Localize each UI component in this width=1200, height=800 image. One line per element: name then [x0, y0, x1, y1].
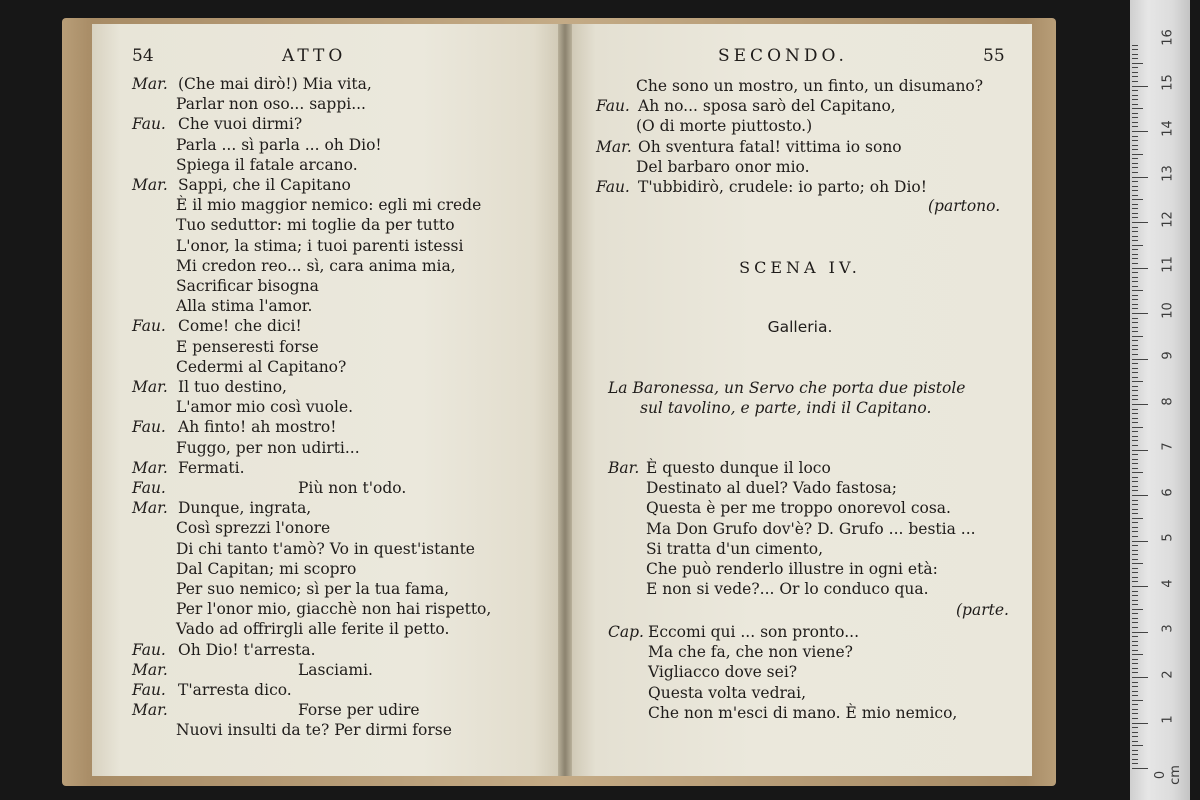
- ruler-tick: [1132, 495, 1148, 496]
- left-page-number: 54: [132, 46, 154, 66]
- speaker-label: Mar.: [132, 378, 168, 396]
- ruler-tick: [1132, 263, 1138, 264]
- ruler-tick: [1132, 204, 1138, 205]
- ruler-tick: [1132, 586, 1148, 587]
- verse-line: Forse per udire: [298, 701, 420, 720]
- ruler-tick: [1132, 727, 1138, 728]
- verse-line: (Che mai dirò!) Mia vita,: [178, 75, 372, 93]
- speaker-label: Fau.: [132, 418, 166, 437]
- speaker-label: Bar.: [608, 459, 640, 477]
- ruler-number: 4: [1160, 578, 1176, 588]
- ruler-tick: [1132, 217, 1138, 218]
- verse-line: Sacrificar bisogna: [176, 277, 319, 295]
- ruler-tick: [1132, 136, 1138, 137]
- speaker-label: Fau.: [132, 640, 166, 659]
- verse-line: Più non t'odo.: [298, 479, 407, 497]
- ruler-tick: [1132, 154, 1143, 155]
- verse-line: Questa è per me troppo onorevol cosa.: [646, 499, 951, 518]
- ruler-tick: [1132, 149, 1138, 150]
- ruler-tick: [1132, 99, 1138, 100]
- ruler-tick: [1132, 163, 1138, 164]
- verse-line: Che può renderlo illustre in ogni età:: [646, 560, 938, 578]
- verse-line: Lasciami.: [298, 660, 373, 679]
- ruler-tick: [1132, 645, 1138, 646]
- ruler-tick: [1132, 627, 1138, 628]
- ruler-tick: [1132, 600, 1138, 601]
- verse-line: Che sono un mostro, un finto, un disumano?: [636, 77, 984, 95]
- verse-line: Oh sventura fatal! vittima io sono: [638, 137, 902, 156]
- ruler-tick: [1132, 117, 1138, 118]
- ruler-tick: [1132, 754, 1138, 755]
- ruler-tick: [1132, 427, 1143, 428]
- verse-line: Parla ... sì parla ... oh Dio!: [176, 135, 382, 154]
- verse-line: Ah finto! ah mostro!: [178, 418, 337, 437]
- ruler-tick: [1132, 277, 1138, 278]
- ruler-tick: [1132, 459, 1138, 460]
- ruler-tick: [1132, 63, 1143, 64]
- ruler-tick: [1132, 581, 1138, 582]
- ruler-tick: [1132, 345, 1138, 346]
- ruler-tick: [1132, 704, 1138, 705]
- ruler-tick: [1132, 490, 1138, 491]
- scene-location: Galleria.: [767, 318, 833, 336]
- verse-line: Cedermi al Capitano?: [176, 357, 347, 376]
- ruler-tick: [1132, 377, 1138, 378]
- verse-line: Fermati.: [178, 458, 245, 477]
- verse-line: Del barbaro onor mio.: [636, 157, 810, 176]
- ruler-tick: [1132, 395, 1138, 396]
- right-page-number: 55: [983, 46, 1005, 66]
- speaker-label: Fau.: [132, 479, 166, 497]
- speaker-label: Fau.: [596, 178, 630, 196]
- ruler-tick: [1132, 113, 1138, 114]
- ruler-tick: [1132, 613, 1138, 614]
- stage-direction-line-2: sul tavolino, e parte, indi il Capitano.: [640, 399, 932, 417]
- ruler-tick: [1132, 67, 1138, 68]
- ruler-tick: [1132, 86, 1148, 87]
- ruler-tick: [1132, 308, 1138, 309]
- speaker-label: Mar.: [132, 701, 168, 720]
- ruler-tick: [1132, 450, 1148, 451]
- ruler-tick: [1132, 745, 1143, 746]
- ruler-tick: [1132, 90, 1138, 91]
- ruler-tick: [1132, 381, 1143, 382]
- ruler-tick: [1132, 290, 1143, 291]
- ruler-tick: [1132, 481, 1138, 482]
- verse-line: È questo dunque il loco: [646, 459, 831, 477]
- ruler-tick: [1132, 190, 1138, 191]
- ruler-tick: [1132, 409, 1138, 410]
- ruler-tick: [1132, 299, 1138, 300]
- left-running-head: ATTO: [282, 46, 347, 66]
- ruler-tick: [1132, 559, 1138, 560]
- ruler-tick: [1132, 445, 1138, 446]
- ruler-tick: [1132, 81, 1138, 82]
- ruler-tick: [1132, 281, 1138, 282]
- verse-line: Questa volta vedrai,: [648, 683, 807, 702]
- ruler-tick: [1132, 677, 1148, 678]
- verse-line: E non si vede?... Or lo conduco qua.: [646, 580, 929, 599]
- verse-line: Fuggo, per non udirti...: [176, 438, 360, 457]
- verse-line: È il mio maggior nemico: egli mi crede: [176, 196, 482, 215]
- verse-line: Per l'onor mio, giacchè non hai rispetto,: [176, 600, 492, 619]
- ruler-tick: [1132, 304, 1138, 305]
- ruler-tick: [1132, 49, 1138, 50]
- ruler-tick: [1132, 672, 1138, 673]
- ruler-tick: [1132, 331, 1138, 332]
- ruler-tick: [1132, 327, 1138, 328]
- ruler-tick: [1132, 140, 1138, 141]
- ruler-tick: [1132, 750, 1138, 751]
- ruler-tick: [1132, 622, 1138, 623]
- verse-line: Vigliacco dove sei?: [648, 663, 798, 682]
- verse-line: T'arresta dico.: [178, 681, 292, 699]
- speaker-label: Fau.: [132, 115, 166, 134]
- ruler-tick: [1132, 550, 1138, 551]
- ruler-tick: [1132, 368, 1138, 369]
- ruler-tick: [1132, 741, 1138, 742]
- ruler-tick: [1132, 436, 1138, 437]
- ruler-tick: [1132, 695, 1138, 696]
- ruler-number: 7: [1160, 442, 1176, 451]
- ruler-tick: [1132, 76, 1138, 77]
- ruler-tick: [1132, 231, 1138, 232]
- verse-line: Come! che dici!: [178, 317, 302, 336]
- verse-line: Sappi, che il Capitano: [178, 176, 351, 194]
- ruler-tick: [1132, 732, 1138, 733]
- ruler-tick: [1132, 568, 1138, 569]
- ruler-tick: [1132, 668, 1138, 669]
- ruler-tick: [1132, 572, 1138, 573]
- ruler-tick: [1132, 591, 1138, 592]
- ruler-tick: [1132, 72, 1138, 73]
- ruler-number: 15: [1160, 74, 1176, 91]
- ruler-tick: [1132, 258, 1138, 259]
- ruler-tick: [1132, 372, 1138, 373]
- ruler-tick: [1132, 108, 1143, 109]
- ruler-tick: [1132, 691, 1138, 692]
- ruler-tick: [1132, 650, 1138, 651]
- verse-line: Vado ad offrirgli alle ferite il petto.: [176, 620, 450, 639]
- ruler-tick: [1132, 736, 1138, 737]
- verse-line: Dal Capitan; mi scopro: [176, 559, 357, 578]
- ruler-tick: [1132, 545, 1138, 546]
- verse-line: Per suo nemico; sì per la tua fama,: [176, 580, 450, 598]
- ruler-tick: [1132, 718, 1138, 719]
- ruler-tick: [1132, 477, 1138, 478]
- ruler-tick: [1132, 286, 1138, 287]
- left-page: [92, 24, 562, 776]
- ruler-number: 6: [1160, 487, 1176, 497]
- ruler-tick: [1132, 208, 1138, 209]
- ruler-tick: [1132, 359, 1148, 360]
- ruler-tick: [1132, 504, 1138, 505]
- verse-line: Eccomi qui ... son pronto...: [648, 623, 859, 641]
- ruler-tick: [1132, 254, 1138, 255]
- ruler-tick: [1132, 322, 1138, 323]
- verse-line: Oh Dio! t'arresta.: [178, 640, 316, 659]
- ruler-tick: [1132, 604, 1138, 605]
- ruler-tick: [1132, 422, 1138, 423]
- ruler-tick: [1132, 236, 1138, 237]
- verse-line: Di chi tanto t'amò? Vo in quest'istante: [176, 539, 475, 558]
- verse-line: L'amor mio così vuole.: [176, 398, 354, 417]
- ruler-tick: [1132, 386, 1138, 387]
- ruler-tick: [1132, 418, 1138, 419]
- ruler-tick: [1132, 636, 1138, 637]
- ruler-tick: [1132, 336, 1143, 337]
- ruler-tick: [1132, 577, 1138, 578]
- ruler-tick: [1132, 58, 1138, 59]
- speaker-label: Fau.: [132, 317, 166, 336]
- ruler-tick: [1132, 240, 1138, 241]
- ruler-tick: [1132, 399, 1138, 400]
- verse-line: T'ubbidirò, crudele: io parto; oh Dio!: [638, 178, 927, 196]
- ruler-tick: [1132, 340, 1138, 341]
- exit-direction-2: (parte.: [956, 601, 1009, 619]
- verse-line: Ma Don Grufo dov'è? D. Grufo ... bestia ...: [646, 519, 976, 538]
- ruler-tick: [1132, 527, 1138, 528]
- ruler-tick: [1132, 318, 1138, 319]
- ruler-tick: [1132, 227, 1138, 228]
- verse-line: Ah no... sposa sarò del Capitano,: [638, 97, 896, 116]
- speaker-label: Cap.: [608, 623, 644, 641]
- verse-line: Così sprezzi l'onore: [176, 519, 331, 538]
- ruler-tick: [1132, 126, 1138, 127]
- ruler-tick: [1132, 463, 1138, 464]
- book-gutter: [558, 24, 572, 776]
- speaker-label: Mar.: [132, 176, 168, 194]
- ruler-tick: [1132, 522, 1138, 523]
- right-running-head: SECONDO.: [718, 46, 848, 66]
- ruler-tick: [1132, 245, 1143, 246]
- verse-line: (O di morte piuttosto.): [636, 117, 813, 136]
- scene-title: SCENA IV.: [739, 258, 861, 277]
- ruler-tick: [1132, 431, 1138, 432]
- ruler-tick: [1132, 177, 1148, 178]
- verse-line: Mi credon reo... sì, cara anima mia,: [176, 256, 456, 275]
- verse-line: Dunque, ingrata,: [178, 499, 312, 518]
- ruler-tick: [1132, 354, 1138, 355]
- ruler-tick: [1132, 95, 1138, 96]
- ruler-tick: [1132, 249, 1138, 250]
- ruler-tick: [1132, 104, 1138, 105]
- ruler-tick: [1132, 472, 1143, 473]
- ruler-tick: [1132, 609, 1143, 610]
- ruler-number: 13: [1160, 165, 1176, 182]
- verse-line: Destinato al duel? Vado fastosa;: [646, 479, 897, 498]
- verse-line: Che vuoi dirmi?: [178, 115, 303, 134]
- ruler-tick: [1132, 131, 1148, 132]
- ruler-tick: [1132, 768, 1148, 769]
- ruler-tick: [1132, 268, 1148, 269]
- ruler-tick: [1132, 122, 1138, 123]
- ruler-tick: [1132, 440, 1138, 441]
- ruler-tick: [1132, 349, 1138, 350]
- ruler-tick: [1132, 45, 1138, 46]
- ruler-tick: [1132, 404, 1148, 405]
- speaker-label: Mar.: [132, 499, 168, 518]
- ruler-number: 5: [1160, 533, 1176, 542]
- ruler-tick: [1132, 563, 1143, 564]
- ruler-tick: [1132, 390, 1138, 391]
- ruler-tick: [1132, 595, 1138, 596]
- ruler-tick: [1132, 632, 1148, 633]
- ruler-tick: [1132, 763, 1138, 764]
- ruler-tick: [1132, 486, 1138, 487]
- verse-line: Tuo seduttor: mi toglie da per tutto: [176, 216, 455, 235]
- ruler-tick: [1132, 518, 1143, 519]
- verse-line: E penseresti forse: [176, 337, 319, 356]
- ruler-tick: [1132, 713, 1138, 714]
- ruler-tick: [1132, 709, 1138, 710]
- ruler-tick: [1132, 195, 1138, 196]
- verse-line: Spiega il fatale arcano.: [176, 155, 358, 174]
- ruler-tick: [1132, 158, 1138, 159]
- speaker-label: Fau.: [132, 681, 166, 699]
- ruler-tick: [1132, 541, 1148, 542]
- verse-line: Che non m'esci di mano. È mio nemico,: [648, 703, 958, 722]
- speaker-label: Mar.: [132, 75, 168, 93]
- ruler-tick: [1132, 313, 1148, 314]
- ruler-tick: [1132, 554, 1138, 555]
- ruler-number: 9: [1160, 351, 1176, 360]
- speaker-label: Mar.: [132, 660, 168, 679]
- ruler-tick: [1132, 213, 1138, 214]
- ruler-tick: [1132, 145, 1138, 146]
- ruler-tick: [1132, 536, 1138, 537]
- ruler-tick: [1132, 186, 1138, 187]
- ruler-tick: [1132, 531, 1138, 532]
- verse-line: Parlar non oso... sappi...: [176, 95, 366, 114]
- ruler-tick: [1132, 167, 1138, 168]
- verse-line: Il tuo destino,: [178, 378, 287, 396]
- ruler-tick: [1132, 700, 1143, 701]
- ruler-tick: [1132, 686, 1138, 687]
- ruler-tick: [1132, 659, 1138, 660]
- ruler-number: 1: [1160, 715, 1176, 724]
- verse-line: Ma che fa, che non viene?: [648, 643, 853, 662]
- speaker-label: Fau.: [596, 97, 630, 116]
- ruler-tick: [1132, 500, 1138, 501]
- ruler-tick: [1132, 181, 1138, 182]
- ruler-tick: [1132, 723, 1148, 724]
- exit-direction-1: (partono.: [928, 197, 1001, 215]
- ruler-number: 11: [1160, 256, 1176, 273]
- verse-line: Nuovi insulti da te? Per dirmi forse: [176, 721, 452, 740]
- ruler-number: 14: [1160, 119, 1176, 137]
- ruler-tick: [1132, 654, 1143, 655]
- right-page: [568, 24, 1032, 776]
- ruler-tick: [1132, 682, 1138, 683]
- ruler-unit-label: 0 cm: [1153, 765, 1183, 785]
- ruler-tick: [1132, 172, 1138, 173]
- ruler-tick: [1132, 759, 1138, 760]
- ruler-number: 16: [1160, 28, 1176, 46]
- ruler-number: 10: [1160, 301, 1176, 319]
- ruler-tick: [1132, 272, 1138, 273]
- ruler-tick: [1132, 509, 1138, 510]
- ruler-tick: [1132, 454, 1138, 455]
- speaker-label: Mar.: [132, 458, 168, 477]
- stage-direction-line-1: La Baronessa, un Servo che porta due pistole: [608, 379, 966, 397]
- ruler-number: 3: [1160, 624, 1176, 633]
- measurement-ruler: [1130, 0, 1190, 800]
- ruler-number: 8: [1160, 396, 1176, 406]
- ruler-tick: [1132, 513, 1138, 514]
- ruler-tick: [1132, 663, 1138, 664]
- ruler-tick: [1132, 618, 1138, 619]
- ruler-number: 12: [1160, 210, 1176, 228]
- ruler-tick: [1132, 54, 1138, 55]
- ruler-tick: [1132, 413, 1138, 414]
- ruler-tick: [1132, 222, 1148, 223]
- verse-line: L'onor, la stima; i tuoi parenti istessi: [176, 236, 464, 255]
- ruler-tick: [1132, 363, 1138, 364]
- verse-line: Si tratta d'un cimento,: [646, 539, 824, 558]
- ruler-tick: [1132, 468, 1138, 469]
- ruler-tick: [1132, 641, 1138, 642]
- ruler-tick: [1132, 295, 1138, 296]
- ruler-number: 2: [1160, 669, 1176, 679]
- speaker-label: Mar.: [596, 137, 632, 156]
- verse-line: Alla stima l'amor.: [176, 297, 313, 316]
- ruler-tick: [1132, 199, 1143, 200]
